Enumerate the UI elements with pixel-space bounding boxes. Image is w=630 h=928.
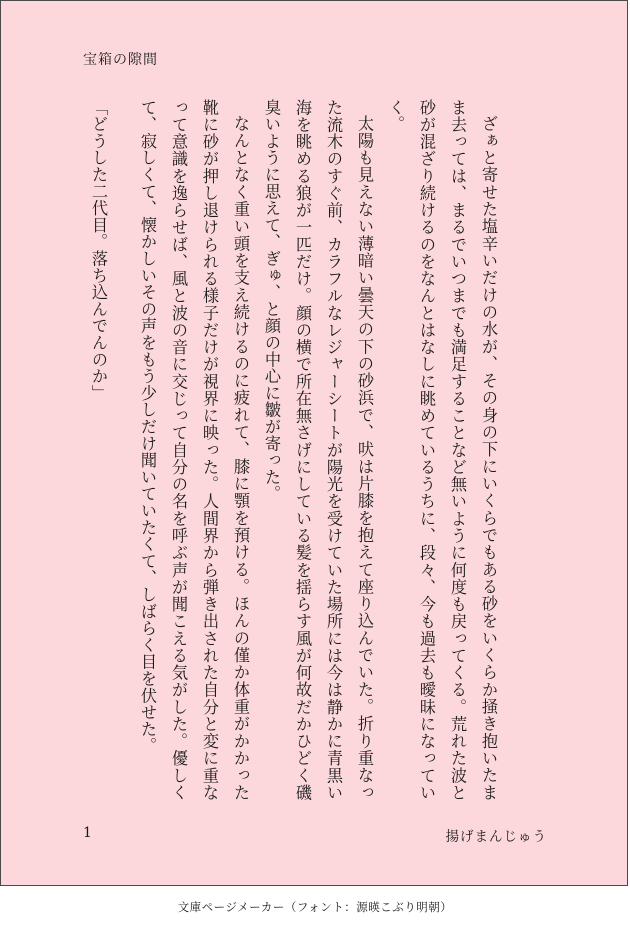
- paragraph: 太陽も見えない薄暗い曇天の下の砂浜で、吠は片膝を抱えて座り込んでいた。折り重なった流木のすぐ前、カラフルなレジャーシートが陽光を受けていた場所には今は静かに青黒い海を眺める狼が一匹だけ。顔の横で所在無さげにしている髪を揺らす風が何故だかひどく磯臭いように思えて、ぎゅ、と顔の中心に皺が寄った。: [262, 99, 374, 801]
- vertical-body-text: [89, 99, 504, 801]
- page-header-title: 宝箱の隙間: [83, 52, 158, 68]
- footer-caption: 文庫ページメーカー（フォント：源暎こぶり明朝）: [177, 900, 453, 914]
- dialogue-line: 「どうした二代目。落ち込んでんのか」: [89, 99, 108, 402]
- page-number: 1: [83, 825, 92, 841]
- paragraph: なんとなく重い頭を支え続けるのに疲れて、膝に顎を預ける。ほんの僅か体重がかかった靴に砂が押し退けられる様子だけが視界に映った。人間界から弾き出された自分と変に重なって意識を逸らせば、風と波の音に交じって自分の名を呼ぶ声が聞こえる気がした。優しくて、寂しくて、懐かしいその声をもう少しだけ聞いていたくて、しばらく目を伏せた。: [138, 99, 250, 801]
- author-name: 揚げまんじゅう: [445, 829, 547, 845]
- paragraph: ざぁと寄せた塩辛いだけの水が、その身の下にいくらでもある砂をいくらか掻き抱いたまま去っては、まるでいつまでも満足することなど無いように何度も戻ってくる。荒れた波と砂が混ざり続けるのをなんとはなしに眺めているうちに、段々、今も過去も曖昧になっていく。: [386, 99, 498, 801]
